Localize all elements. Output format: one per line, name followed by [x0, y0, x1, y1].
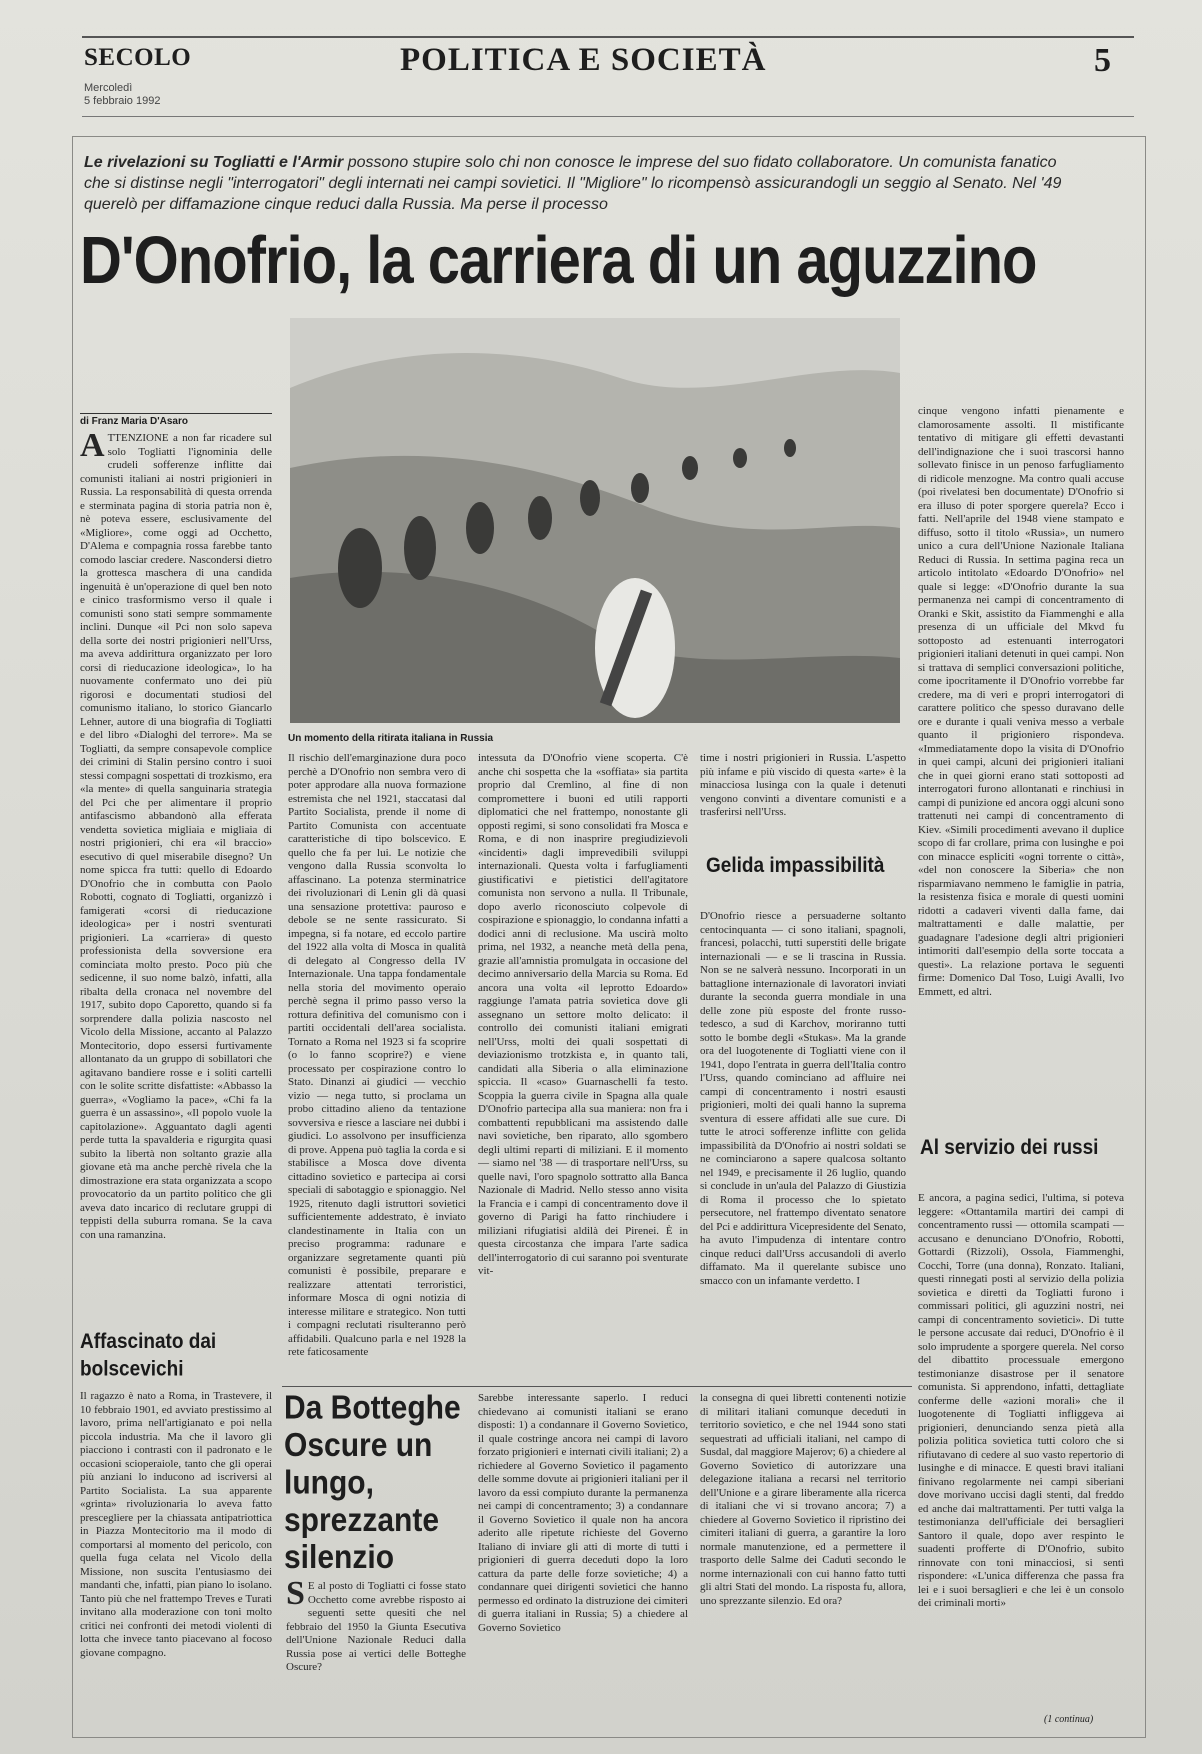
article-kicker: [84, 152, 1084, 215]
article-headline: D'Onofrio, la carriera di un aguzzino: [80, 223, 1037, 298]
article-column-5a: [918, 405, 1124, 1125]
subhead-gelida: Gelida impassibilità: [706, 854, 885, 878]
column-3-text: intessuta da D'Onofrio viene scoperta. C'è anche chi sospetta che la «soffiata» sia partita proprio dal Cremlino, al fine di non compromettere i buoni ed utili rapporti diplomatici che nel frattempo, nonostante gli opposti regimi, si sono consolidati fra Mosca e Roma, e di non inasprire pregiudizievoli «incidenti» dagli imprevedibili sviluppi internazionali. Questa volta i farfugliamenti giustificativi e pietistici dell'agitatore comunista non servono a nulla. Il Tribunale, dopo averlo riconosciuto colpevole di cospirazione e spionaggio, lo condanna infatti a dodici anni di reclusione. Ma uscirà molto prima, nel 1932, a neanche metà della pena, grazie all'amnistia promulgata in occasione del decimo anniversario della Marcia su Roma. Ed ancora una volta «il leprotto Edoardo» raggiunge l'amata patria sovietica dove gli assegnano un settore molto delicato: il controllo dei comunisti italiani emigrati nell'Urss, molti dei quali sospettati di deviazionismo trotzkista e, in quanto tali, candidati alla Siberia o alla eliminazione spiccia. Il «caso» Guarnaschelli fa testo. Scoppia la guerra civile in Spagna alla quale D'Onofrio partecipa alla sua maniera: non fra i combattenti repubblicani ma assistendo dalle navi sovietiche, ben riparato, allo sgombero degli ultimi reparti di miliziani. E il momento — siamo nel '38 — di trasportare nell'Urss, su quelle navi, l'oro spagnolo sottratto alla Banca Nazionale di Madrid. Nello stesso anno visita la Francia e i campi di concentramento dove il governo di Parigi ha fatto rinchiudere i miliziani rifugiatisi aldilà dei Pirenei. È in questa circostanza che impara l'arte sadica dell'interrogatorio di cui saranno poi sventurate vit-: [478, 752, 688, 1277]
column-5b-text: E ancora, a pagina sedici, l'ultima, si poteva leggere: «Ottantamila martiri dei campi di concentramento russi — ottomila scampati — accusano e denunciano D'Onofrio, Robotti, Gottardi (Rizzoli), Ossola, Fiammenghi, Cocchi, Torre (una donna), Ronzato. Italiani, questi rinnegati posti al servizio della polizia sovietica e diretti da Togliatti furono i commissari politici, gli aguzzini nostri, nei campi di concentramento sovietici». Di tutte le persone accusate dai reduci, D'Onofrio è il solo imprudente a sporgere querela. Nel corso del dibattito processuale emergono testimonianze disastrose per il senatore comunista. Si apprendono, infatti, dettagliate conferme delle «azioni morali» che il luogotenente di Togliatti infliggeva ai prigionieri, denunciando senza pietà alla polizia politica sovietica tutti coloro che si rifiutavano di cedere al suo vasto repertorio di lusinghe e di minacce. E questi bravi italiani finivano regolarmente nei campi siberiani dove morivano uccisi dagli stenti, dal freddo ed anche dai maltrattamenti. Per tutti valga la testimonianza dell'ufficiale dei bersaglieri Santoro il quale, dopo aver respinto le suadenti profferte di D'Onofrio, subito rinnovate con toni minacciosi, si sentì rispondere: «L'unica differenza che passa fra lei e i suoi bersaglieri e che lei è un consolo dei criminali morti»: [918, 1192, 1124, 1609]
retreat-photo-illustration: [290, 318, 900, 723]
article-column-4a: [700, 752, 906, 848]
masthead-top-rule: [82, 36, 1134, 38]
article-column-1: [80, 432, 272, 1320]
sidebar-title: Da Botteghe Oscure un lungo, sprezzante silenzio: [284, 1390, 461, 1576]
sidebar-column-3: [700, 1392, 906, 1722]
kicker-lead: Le rivelazioni su Togliatti e l'Armir: [84, 154, 344, 171]
article-column-5b: [918, 1192, 1124, 1712]
issue-weekday: Mercoledì: [84, 82, 133, 94]
article-column-3: [478, 752, 688, 1372]
sidebar-column-1-text: E al posto di Togliatti ci fosse stato Occhetto come avrebbe risposto ai seguenti sette quesiti che nel febbraio del 1950 la Giunta Esecutiva dell'Unione Nazionale Reduci dalla Russia pose ai vertici delle Botteghe Oscure?: [286, 1580, 466, 1673]
issue-day: 5 febbraio 1992: [84, 95, 161, 107]
article-column-4b: [700, 910, 906, 1370]
section-title: POLITICA E SOCIETÀ: [400, 42, 767, 78]
column-4b-text: D'Onofrio riesce a persuaderne soltanto centocinquanta — ci sono italiani, spagnoli, francesi, polacchi, tutti superstiti delle brigate internazionali — e se li trascina in Russia. Non se ne salverà nessuno. Incorporati in un battaglione internazionale di lavoratori inviati durante la seconda guerra mondiale in una delle zone più esposte del fronte russo-tedesco, a sud di Karchov, moriranno tutti sotto le bombe degli «Stukas». Ma la grande ora del luogotenente di Togliatti viene con il 1941, dopo l'entrata in guerra dell'Italia contro l'Urss, quando cominciano ad affluire nei campi di concentramento i nostri esausti prigionieri, molti dei quali hanno la suprema sventura di essere affidati alle sue cure. Di tutte le atroci sofferenze inflitte con gelida impassibilità da D'Onofrio ai nostri soldati se ne cominciarono a sapere qualcosa soltanto nel 1949, e precisamente il 26 luglio, quando si conclude in un'aula del Palazzo di Giustizia di Roma il processo che lo spietato persecutore, nel frattempo diventato senatore del Pci e addirittura Vicepresidente del Senato, ha avuto l'impudenza di intentare contro cinque reduci dall'Urss accusandoli di averlo diffamato. Ma il querelante subisce uno smacco con un infamante verdetto. I: [700, 910, 906, 1287]
column-2-text: Il rischio dell'emarginazione dura poco perchè a D'Onofrio non sembra vero di poter approdare alla nuova formazione estremista che nel 1921, staccatasi dal Partito Socialista, prende il nome di Partito Comunista con accentuate caratteristiche di tipo bolscevico. E quello che fa per lui. Le notizie che vengono dalla Russia sconvolta lo affascinano. La potenza sterminatrice dei rivoluzionari di Lenin gli dà quasi una sensazione protettiva: pauroso e debole se ne sente rassicurato. Si impegna, si fa notare, ed eccolo partire del 1922 alla volta di Mosca in qualità di delegato al Congresso della IV Internazionale. Una tappa fondamentale nella storia del movimento operaio perchè segna il primo passo verso la rottura definitiva del comunismo con i partiti occidentali dell'area socialista. Tornato a Roma nel 1923 si fa scoprire (o lo fanno scoprire?) e viene processato per cospirazione contro lo Stato. Dinanzi ai giudici — vecchio vizio — nega tutto, si proclama un probo cittadino alieno da tentazione sovversiva e riesce a lasciare nei dubbi i giudici. Lo assolvono per insufficienza di prove. Appena può taglia la corda e si stabilisce a Mosca dove diventa cittadino sovietico e partecipa ai corsi speciali di sabotaggio e spionaggio. Nel 1925, ritenuto dagli istruttori sovietici sufficientemente addestrato, è inviato clandestinamente in Italia con un preciso programma: radunare e organizzare segretamente quanti più comunisti è possibile, preparare e realizzare attentati terroristici, informare Mosca di ogni notizia di interesse militare e strategico. Non tutti i compagni reclutati risulteranno però affidabili. Qualcuno parla e nel 1928 la rete faticosamente: [288, 752, 466, 1358]
drop-cap: A: [80, 432, 105, 464]
retreat-photo: [290, 318, 900, 723]
byline: di Franz Maria D'Asaro: [80, 413, 272, 427]
sidebar-column-1: [286, 1580, 466, 1720]
column-4a-text: time i nostri prigionieri in Russia. L'aspetto più infame e più viscido di questa «arte» è la minacciosa lusinga con la quale i detenuti vengono convinti a diventare comunisti e a trasferirsi nell'Urss.: [700, 752, 906, 818]
sidebar-column-2-text: Sarebbe interessante saperlo. I reduci chiedevano ai comunisti italiani se erano disposti: 1) a condannare il Governo Sovietico, il quale costringe ancora nei campi di lavoro forzato prigionieri e internati civili italiani; 2) a richiedere al Governo Sovietico il pagamento delle somme dovute ai prigionieri italiani per il lavoro da essi compiuto durante la permanenza nei campi di concentramento; 3) a condannare il Governo Sovietico il quale non ha ancora aderito alle ripetute richieste del Governo Italiano di inviare gli atti di morte di tutti i prigionieri di guerra deceduti dopo la loro cattura da parte delle forze sovietiche; 4) a condannare quei dirigenti sovietici che hanno permesso ed ordinato la distruzione dei cimiteri di guerra italiani in Russia; 5) a chiedere al Governo Sovietico: [478, 1392, 688, 1634]
column-1b-text: Il ragazzo è nato a Roma, in Trastevere, il 10 febbraio 1901, ed avviato prestissimo al lavoro, prima nell'artigianato e poi nella piccola industria. Ma che il lavoro gli piacciono i contrasti con il padronato e le occasioni scioperaiole, tanto che gli operai più anziani lo inducono ad iscriversi al Partito Socialista. La sua apparente «grinta» rivoluzionaria lo aveva fatto prescegliere per la chiassata antipatriottica in Piazza Montecitorio ma il modo di comportarsi al momento del pericolo, con quella fuga celata nel Vicolo della Missione, non suscita l'entusiasmo dei mandanti che, infatti, pian piano lo isolano. Tanto più che nel frattempo Treves e Turati invitano alla moderazione con toni molto critici nei confronti dei metodi violenti di lotta che invece tanto piacevano al focoso giovane compagno.: [80, 1390, 272, 1659]
sidebar-drop-cap: S: [286, 1580, 305, 1612]
kicker-text: possono stupire solo chi non conosce le imprese del suo fidato collaboratore. Un comunista fanatico che si distinse negli "interrogatori" degli internati nei campi sovietici. Il "Migliore" lo ricompensò assicurandogli un seggio al Senato. Nel '49 querelò per diffamazione cinque reduci dalla Russia. Ma perse il processo: [84, 154, 1062, 213]
sidebar-column-2: [478, 1392, 688, 1722]
paper-name: SECOLO: [84, 44, 192, 71]
article-column-1b: [80, 1390, 272, 1720]
column-5a-text: cinque vengono infatti pienamente e clamorosamente assolti. Il mistificante tentativo di mitigare gli effetti devastanti dell'indignazione che i suoi trascorsi hanno sollevato finisce in un penoso farfugliamento di ridicole menzogne. Ma contro quali accuse (poi rivelatesi ben documentate) D'Onofrio si era illuso di poter sporgere querela? Ecco i fatti. Nell'aprile del 1948 viene stampato e diffuso, sotto il titolo «Russia», un numero unico a cura dell'Unione Nazionale Italiana Reduci di Russia. In settima pagina reca un articolo intitolato «Edoardo D'Onofrio» nel quale si legge: «D'Onofrio durante la sua permanenza nei campi di concentramento di Oranki e Skit, assistito da Fiammenghi e alla presenza di un ufficiale del Mkvd fu sottoposto ad estenuanti interrogatori prigionieri italiani detenuti in quei campi. Non si trattava di semplici conversazioni politiche, come ipocritamente il D'Onofrio vorrebbe far credere, ma di veri e propri interrogatori di carattere politico che spesso duravano delle ore e durante i quali veniva messo a verbale quanto il prigioniero rispondeva. «Immediatamente dopo la visita di D'Onofrio in quei campi, alcuni dei prigionieri italiani che in quei giorni erano stati sottoposti ad interrogatori furono allontanati e rinchiusi in campi di punizione ed ancora oggi alcuni sono trattenuti nei campi di concentramento di Kiev. «Simili procedimenti avevano il duplice scopo di far crollare, prima con lusinghe e poi con minacce espliciti «ogni torrente o città», «del non conoscere la Siberia» che non risparmiavano nemmeno le famiglie in patria, la resistenza fisica e morale di questi uomini ridotti a cadaveri viventi dalla fame, dai maltrattamenti e dalle malattie, per guadagnare l'adesione degli altri prigionieri intimoriti dall'esempio della sorte toccata a questi». La relazione portava le seguenti firme: Domenico Dal Toso, Luigi Avalli, Ivo Emmett, ed altri.: [918, 405, 1124, 998]
subhead-affascinato: Affascinato dai bolscevichi: [80, 1330, 217, 1381]
page-number: 5: [1094, 42, 1111, 79]
column-1-text: TTENZIONE a non far ricadere sul solo Togliatti l'ignominia delle crudeli sofferenze inflitte dai comunisti italiani ai nostri prigionieri in Russia. La responsabilità di questa orrenda e sterminata pagina di storia patria non è, nè poteva essere, esclusivamente del «Migliore», come oggi ad Occhetto, D'Alema e compagnia rossa farebbe tanto comodo lasciar credere. Nascondersi dietro la grottesca maschera di una candida ingenuità è un'operazione di quel ben noto e cinico trasformismo verso il quale i comunisti sono stati sempre sommamente inclini. Dunque «il Pci non solo sapeva della sorte dei nostri prigionieri nell'Urss, ma aveva addirittura organizzato per loro corsi di rieducazione ideologica», lo ha nuovamente confermato uno dei più rigorosi e documentati studiosi del comunismo italiano, lo storico Giancarlo Lehner, autore di una biografia di Togliatti e del libro «Dialoghi del terrore». Ma se Togliatti, da sempre consapevole complice dei crimini di Stalin persino contro i suoi stessi compagni sospettati di trozkismo, era «la mente» di quella sanguinaria strategia del Pci che per alimentare il proprio antifascismo abbandonò alla efferata vendetta sovietica migliaia e migliaia di nostri prigionieri, chi era «il braccio» esecutivo di quel miserabile disegno? Un nome spicca fra tutti: quello di Edoardo D'Onofrio che in combutta con Paolo Robotti, cognato di Togliatti, organizzò i famigerati «corsi di rieducazione ideologica» per i nostri sventurati prigionieri. La «carriera» di questo professionista della sovversione era cominciata molto presto. Poco più che sedicenne, il suo nome balzò, infatti, alla ribalta della cronaca nel novembre del 1917, subito dopo Caporetto, quando si fa sorprendere dalla polizia nascosto nel Vicolo della Missione, accanto al Palazzo Montecitorio, dopo essersi furtivamente allontanato da un gruppo di sobillatori che agitavano bandiere rosse e i soliti cartelli con le solite scritte disfattiste: «Abbasso la guerra», «Vogliamo la pace», «Chi fa la guerra è un assassino», «Il popolo vuole la capitolazione». Agguantato dagli agenti perde tutta la spavalderia e rigurgita quasi subito la libertà non soltanto grazie alla giovane età ma anche perchè rivela che la dimostrazione era stata organizzata a scopo provocatorio da un partito politico che gli aveva dato incarico di reclutare gruppi di teppisti della suburra romana. Se la cava con una ramanzina.: [80, 432, 272, 1241]
sidebar-top-rule: [282, 1386, 912, 1387]
masthead-bottom-rule: [82, 116, 1134, 117]
sidebar-column-3-text: la consegna di quei libretti contenenti notizie di militari italiani comunque deceduti in territorio sovietico, e che nel 1944 sono stati sequestrati ad ufficiali italiani, nel campo di Susdal, dal maggiore Majerov; 6) a chiedere al Governo Sovietico di autorizzare una delegazione italiana a recarsi nel territorio dell'Unione e a girare liberamente alla ricerca di italiani che vi si trovano ancora; 7) a chiedere al Governo Sovietico il ripristino dei cimiteri italiani di guerra, a garantire la loro normale manutenzione, ed a permettere il trasporto delle Salme dei Caduti secondo le norme internazionali con cui hanno fatto tutti gli altri Stati del mondo. La risposta fu, allora, uno sprezzante silenzio. Ed ora?: [700, 1392, 906, 1607]
issue-date: [84, 82, 160, 108]
article-column-2: [288, 752, 466, 1372]
photo-caption: Un momento della ritirata italiana in Russia: [288, 733, 494, 744]
continues-note: (1 continua): [1044, 1714, 1094, 1725]
subhead-al-servizio: Al servizio dei russi: [920, 1136, 1099, 1160]
